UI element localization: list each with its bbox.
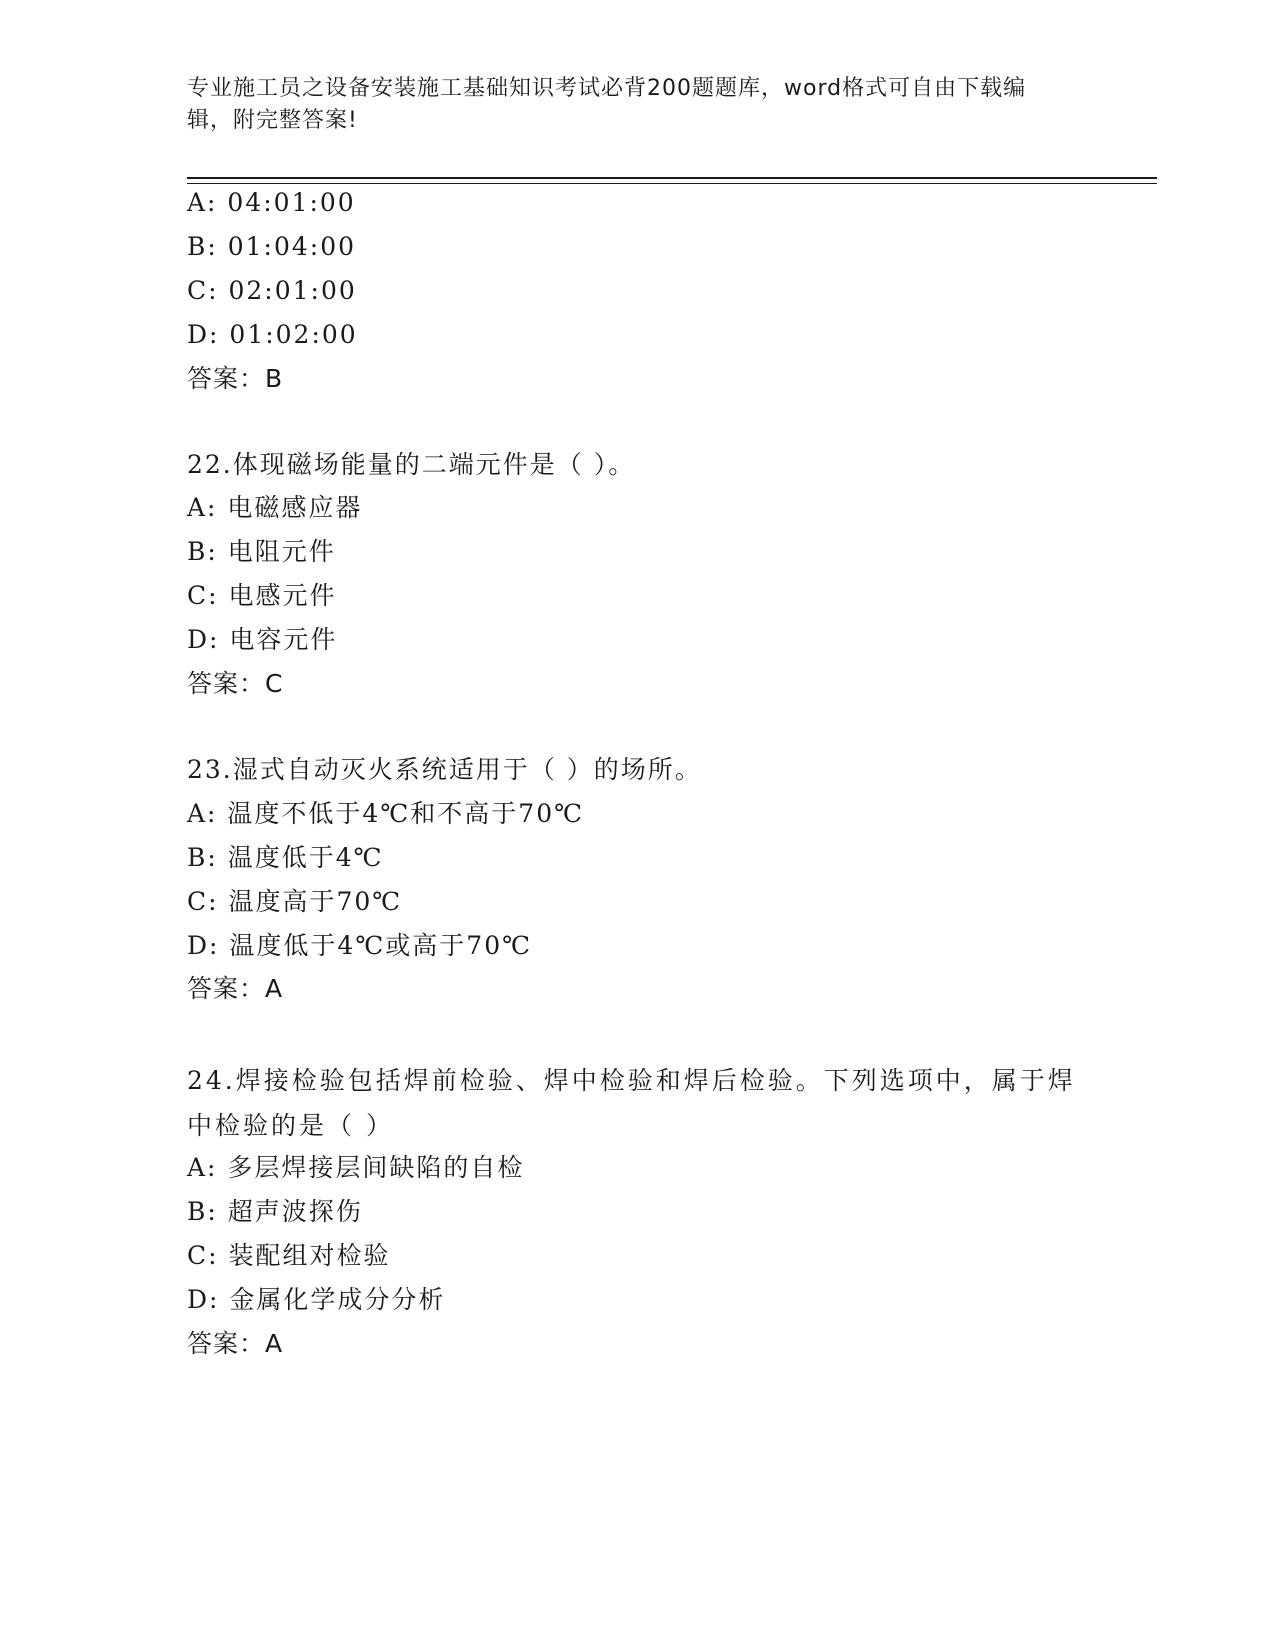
q24-question: 24.焊接检验包括焊前检验、焊中检验和焊后检验。下列选项中，属于焊中检验的是（ ） bbox=[187, 1066, 1076, 1140]
q22-answer: 答案：C bbox=[187, 669, 284, 698]
document-header: 专业施工员之设备安装施工基础知识考试必背200题题库，word格式可自由下载编辑，附完整答案! bbox=[187, 76, 1027, 133]
q21-option-b: B: 01:04:00 bbox=[187, 232, 357, 261]
q24-option-b: B: 超声波探伤 bbox=[187, 1197, 363, 1226]
header-divider-thin bbox=[187, 183, 1157, 184]
q24-option-a: A: 多层焊接层间缺陷的自检 bbox=[187, 1153, 525, 1182]
q21-option-a: A: 04:01:00 bbox=[187, 188, 356, 217]
q21-option-c: C: 02:01:00 bbox=[187, 276, 357, 305]
q23-option-d: D: 温度低于4℃或高于70℃ bbox=[187, 931, 533, 960]
q24-option-c: C: 装配组对检验 bbox=[187, 1241, 391, 1270]
q23-answer: 答案：A bbox=[187, 974, 284, 1003]
q24-answer: 答案：A bbox=[187, 1329, 284, 1358]
q22-option-b: B: 电阻元件 bbox=[187, 537, 336, 566]
q21-answer: 答案：B bbox=[187, 364, 284, 393]
q22-option-a: A: 电磁感应器 bbox=[187, 493, 363, 522]
q21-option-d: D: 01:02:00 bbox=[187, 320, 358, 349]
q22-question: 22.体现磁场能量的二端元件是（ ）。 bbox=[187, 450, 636, 479]
header-divider-thick bbox=[187, 177, 1157, 179]
q24-option-d: D: 金属化学成分分析 bbox=[187, 1285, 446, 1314]
q23-option-a: A: 温度不低于4℃和不高于70℃ bbox=[187, 799, 585, 828]
q22-option-c: C: 电感元件 bbox=[187, 581, 337, 610]
q22-option-d: D: 电容元件 bbox=[187, 625, 338, 654]
q23-option-b: B: 温度低于4℃ bbox=[187, 843, 384, 872]
q23-option-c: C: 温度高于70℃ bbox=[187, 887, 403, 916]
q23-question: 23.湿式自动灭火系统适用于（ ）的场所。 bbox=[187, 755, 702, 784]
